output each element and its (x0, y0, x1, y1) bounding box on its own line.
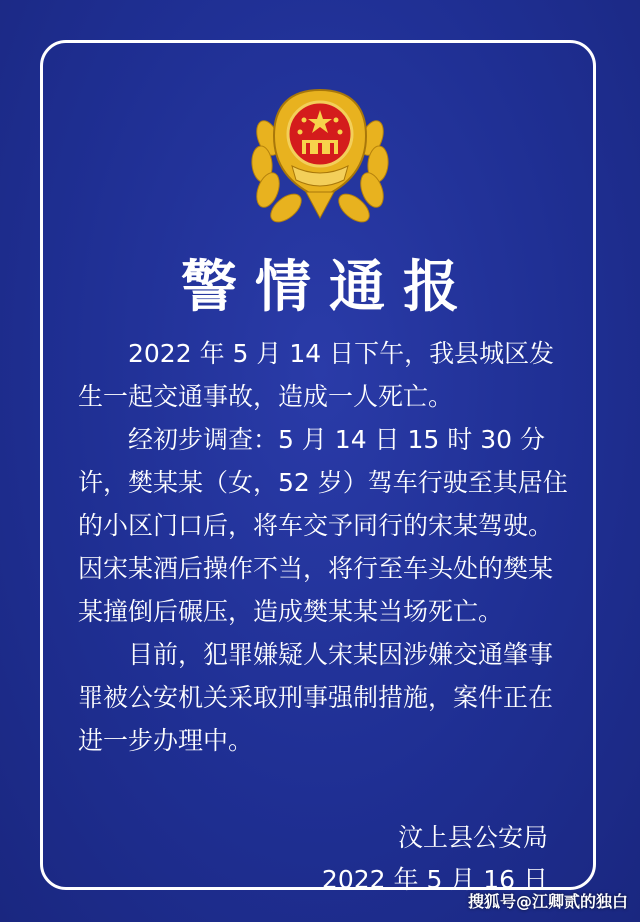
notice-paragraph-1: 2022 年 5 月 14 日下午，我县城区发生一起交通事故，造成一人死亡。 (78, 339, 555, 411)
notice-paragraph-3: 目前，犯罪嫌疑人宋某因涉嫌交通肇事罪被公安机关采取刑事强制措施，案件正在进一步办理中。 (78, 640, 554, 755)
source-watermark: 搜狐号@江卿贰的独白 (467, 892, 628, 911)
notice-paragraph-2: 经初步调查：5 月 14 日 15 时 30 分许，樊某某（女，52 岁）驾车行驶至其居住的小区门口后，将车交予同行的宋某驾驶。因宋某酒后操作不当，将行至车头处的樊某某撞倒后碾压，造成樊某某当场死亡。 (78, 425, 568, 626)
notice-title: 警情通报 (181, 254, 477, 320)
police-emblem-icon (246, 80, 394, 228)
issuer-name: 汶上县公安局 (397, 823, 548, 852)
notice-body (78, 332, 570, 762)
issue-date: 2022 年 5 月 16 日 (321, 865, 548, 894)
